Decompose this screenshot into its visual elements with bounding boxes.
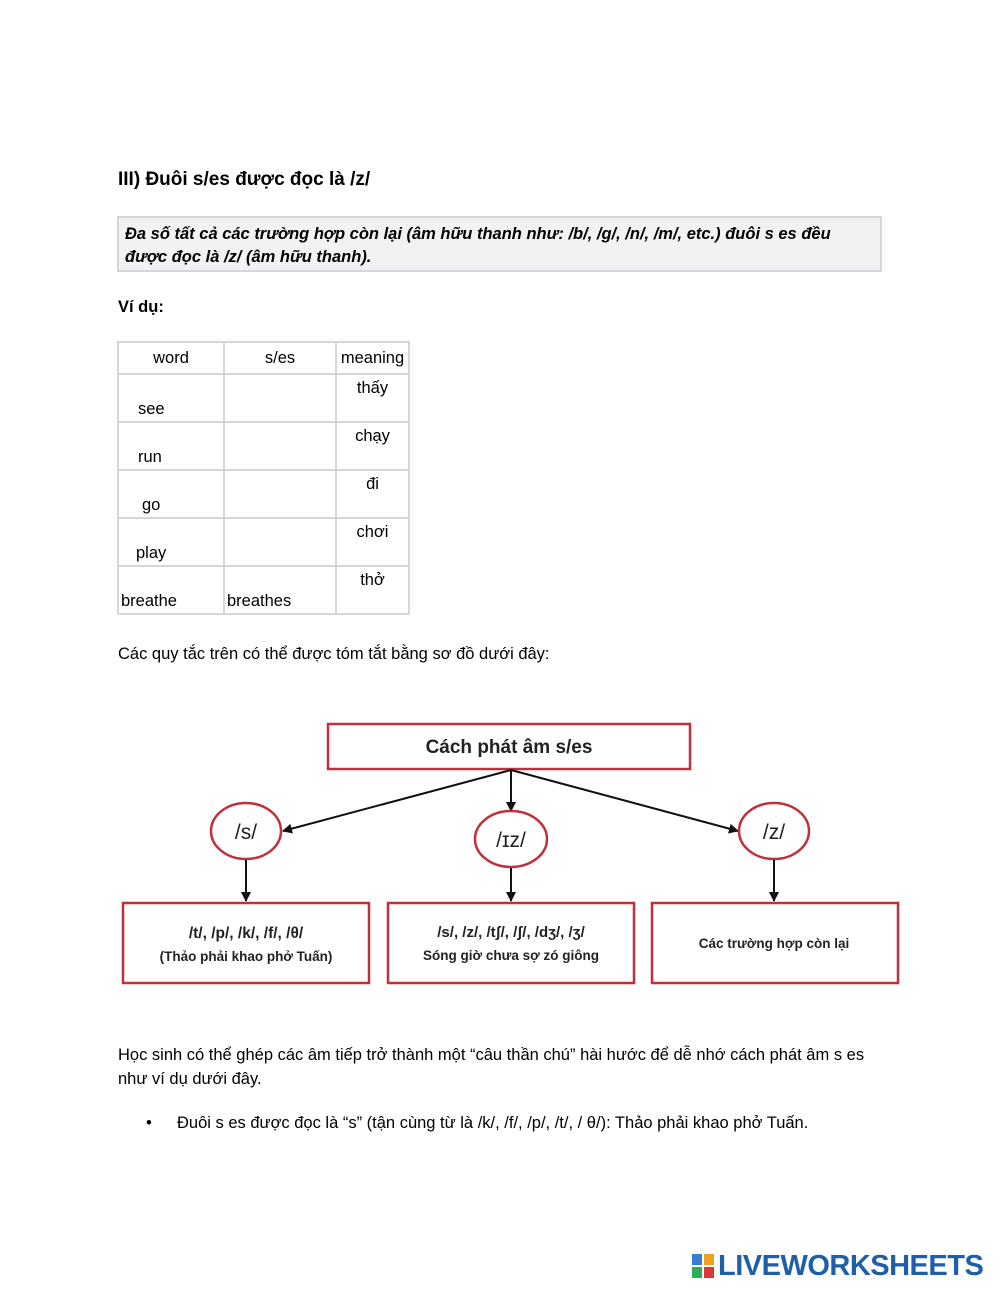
word-text: see bbox=[138, 400, 165, 418]
bullet-dot: • bbox=[146, 1114, 152, 1132]
rule-box-s-line2: (Thảo phải khao phở Tuấn) bbox=[159, 949, 333, 964]
rule-box-s-line1: /t/, /p/, /k/, /f/, /θ/ bbox=[188, 925, 304, 942]
node-label-s: /s/ bbox=[234, 821, 258, 844]
table-row bbox=[118, 374, 409, 422]
meaning-text: thở bbox=[360, 571, 385, 589]
arrow-to-s bbox=[283, 770, 511, 831]
table-header-row bbox=[118, 342, 409, 374]
rule-box-iz-line1: /s/, /z/, /tʃ/, /ʃ/, /dʒ/, /ʒ/ bbox=[437, 924, 585, 941]
liveworksheets-logo-text: LIVEWORKSHEETS bbox=[718, 1250, 984, 1282]
meaning-text: đi bbox=[366, 475, 379, 493]
liveworksheets-logo-icon bbox=[692, 1252, 716, 1280]
ses-text: breathes bbox=[227, 592, 292, 610]
meaning-text: thấy bbox=[356, 379, 389, 397]
ses-cell[interactable] bbox=[224, 518, 336, 566]
word-cell bbox=[118, 518, 224, 566]
table-row bbox=[118, 422, 409, 470]
word-cell bbox=[118, 566, 224, 614]
meaning-text: chơi bbox=[356, 523, 389, 541]
word-text: breathe bbox=[121, 592, 177, 610]
summary-text: Các quy tắc trên có thể được tóm tắt bằng sơ đồ dưới đây: bbox=[118, 645, 550, 663]
word-cell bbox=[118, 470, 224, 518]
header-ses: s/es bbox=[224, 342, 336, 374]
rule-box-iz bbox=[388, 903, 634, 983]
mnemonic-paragraph: Học sinh có thể ghép các âm tiếp trở thành một “câu thần chú” hài hước để dễ nhớ cách phát âm s es như ví dụ dưới đây. bbox=[118, 1046, 865, 1088]
rule-box-z-line1: Các trường hợp còn lại bbox=[698, 936, 850, 951]
meaning-text: chạy bbox=[355, 427, 390, 445]
meaning-cell bbox=[336, 566, 409, 614]
node-label-iz: /ɪz/ bbox=[496, 829, 526, 852]
rule-box-s bbox=[123, 903, 369, 983]
header-word: word bbox=[118, 342, 224, 374]
meaning-cell bbox=[336, 422, 409, 470]
ses-cell[interactable] bbox=[224, 374, 336, 422]
bullet-text: Đuôi s es được đọc là “s” (tận cùng từ là /k/, /f/, /p/, /t/, / θ/): Thảo phải khao phở Tuấn. bbox=[177, 1114, 809, 1132]
ses-cell[interactable] bbox=[224, 422, 336, 470]
note-box bbox=[117, 216, 882, 272]
arrow-to-z bbox=[511, 770, 738, 831]
node-label-z: /z/ bbox=[762, 821, 786, 844]
word-text: run bbox=[138, 448, 162, 466]
meaning-cell bbox=[336, 518, 409, 566]
word-cell bbox=[118, 422, 224, 470]
word-text: play bbox=[136, 544, 167, 562]
word-table bbox=[117, 341, 410, 615]
ses-cell[interactable] bbox=[224, 566, 336, 614]
section-heading: III) Đuôi s/es được đọc là /z/ bbox=[118, 169, 371, 190]
table-row bbox=[118, 566, 409, 614]
example-label: Ví dụ: bbox=[118, 298, 164, 316]
meaning-cell bbox=[336, 470, 409, 518]
header-meaning: meaning bbox=[336, 342, 409, 374]
rule-box-iz-line2: Sóng giờ chưa sợ zó giông bbox=[423, 948, 599, 963]
ses-cell[interactable] bbox=[224, 470, 336, 518]
table-row bbox=[118, 518, 409, 566]
word-cell bbox=[118, 374, 224, 422]
table-row bbox=[118, 470, 409, 518]
pronunciation-diagram bbox=[118, 718, 904, 990]
note-text: Đa số tất cả các trường hợp còn lại (âm hữu thanh như: /b/, /g/, /n/, /m/, etc.) đuôi s es đều được đọc là /z/ (âm hữu thanh). bbox=[125, 225, 831, 266]
diagram-title: Cách phát âm s/es bbox=[425, 737, 593, 758]
meaning-cell bbox=[336, 374, 409, 422]
word-text: go bbox=[142, 496, 161, 514]
